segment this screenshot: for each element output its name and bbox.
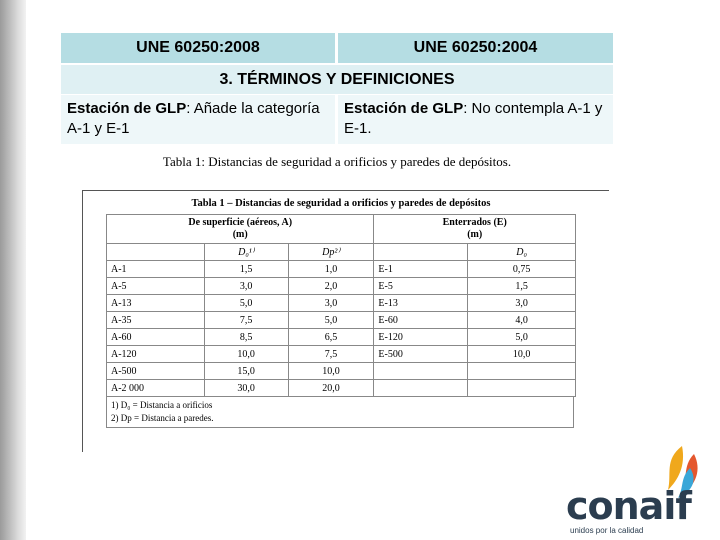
table-cell: 1,5 [468, 278, 576, 295]
table-row [107, 346, 576, 363]
table-cell: 3,0 [204, 278, 288, 295]
table-cell: 0,75 [468, 261, 576, 278]
col-d0: D₀¹⁾ [204, 244, 288, 261]
table-cell: 5,0 [288, 312, 374, 329]
header-left: UNE 60250:2008 [61, 33, 335, 63]
conaif-logo [564, 440, 714, 535]
table-row [107, 329, 576, 346]
table-cell: 1,0 [288, 261, 374, 278]
table-cell: 1,5 [204, 261, 288, 278]
group-buried [374, 215, 576, 244]
table-row [107, 278, 576, 295]
right-definition-cell [338, 95, 613, 144]
table-cell: 6,5 [288, 329, 374, 346]
table-cell: 20,0 [288, 380, 374, 397]
table-cell: 8,5 [204, 329, 288, 346]
table-cell: 10,0 [204, 346, 288, 363]
table-cell: 7,5 [288, 346, 374, 363]
col-dp: Dp²⁾ [288, 244, 374, 261]
table-cell: A-1 [107, 261, 205, 278]
table-cell: 3,0 [288, 295, 374, 312]
section-title: 3. TÉRMINOS Y DEFINICIONES [61, 65, 613, 94]
note-1: 1) D₀ = Distancia a orificios [111, 400, 213, 410]
table-cell: 5,0 [204, 295, 288, 312]
table-cell: 4,0 [468, 312, 576, 329]
table-cell: E-60 [374, 312, 468, 329]
group-buried-unit: (m) [467, 229, 483, 240]
table-cell: 30,0 [204, 380, 288, 397]
left-text: : Añade la categoría A-1 y E-1 [67, 100, 320, 137]
image-left-border [82, 190, 83, 452]
group-surface-unit: (m) [232, 229, 248, 240]
left-definition-cell [61, 95, 335, 144]
table-cell: 5,0 [468, 329, 576, 346]
table-row [107, 380, 576, 397]
table-row [107, 363, 576, 380]
table-row [107, 261, 576, 278]
right-term: Estación de GLP [344, 100, 464, 117]
table-cell: 2,0 [288, 278, 374, 295]
col-d0-buried: D₀ [468, 244, 576, 261]
table-cell: E-1 [374, 261, 468, 278]
table-cell: A-5 [107, 278, 205, 295]
table-title: Tabla 1 – Distancias de seguridad a orificios y paredes de depósitos [191, 198, 491, 209]
table-row [107, 312, 576, 329]
group-surface-label: De superficie (aéreos, A) [188, 217, 293, 228]
group-surface [107, 215, 374, 244]
logo-tagline: unidos por la calidad [570, 526, 644, 535]
header-right: UNE 60250:2004 [338, 33, 613, 63]
table-cell: A-13 [107, 295, 205, 312]
table-cell: 10,0 [468, 346, 576, 363]
table-cell: E-5 [374, 278, 468, 295]
table-cell: 10,0 [288, 363, 374, 380]
table-cell: E-120 [374, 329, 468, 346]
table-row [107, 295, 576, 312]
note-2: 2) Dp = Distancia a paredes. [111, 413, 214, 423]
right-text: : No contempla A-1 y E-1. [344, 100, 603, 137]
table-cell: 7,5 [204, 312, 288, 329]
table-cell: 3,0 [468, 295, 576, 312]
table-cell: A-2 000 [107, 380, 205, 397]
subheader-empty [107, 244, 205, 261]
distance-table-image [106, 194, 576, 428]
table-cell [468, 380, 576, 397]
table-cell [468, 363, 576, 380]
table-cell: A-500 [107, 363, 205, 380]
subheader-empty [374, 244, 468, 261]
image-top-border [82, 190, 609, 191]
table-cell: E-500 [374, 346, 468, 363]
left-gradient-bar [0, 0, 26, 540]
table-cell: A-35 [107, 312, 205, 329]
table-cell: 15,0 [204, 363, 288, 380]
table-cell: A-120 [107, 346, 205, 363]
table-cell [374, 380, 468, 397]
logo-wordmark: conaif [566, 484, 691, 528]
table-cell [374, 363, 468, 380]
table-cell: E-13 [374, 295, 468, 312]
table-cell: A-60 [107, 329, 205, 346]
group-buried-label: Enterrados (E) [442, 217, 507, 228]
table-caption: Tabla 1: Distancias de seguridad a orificios y paredes de depósitos. [162, 154, 512, 169]
table-notes [106, 397, 574, 428]
distance-table [106, 214, 576, 397]
left-term: Estación de GLP [67, 100, 187, 117]
